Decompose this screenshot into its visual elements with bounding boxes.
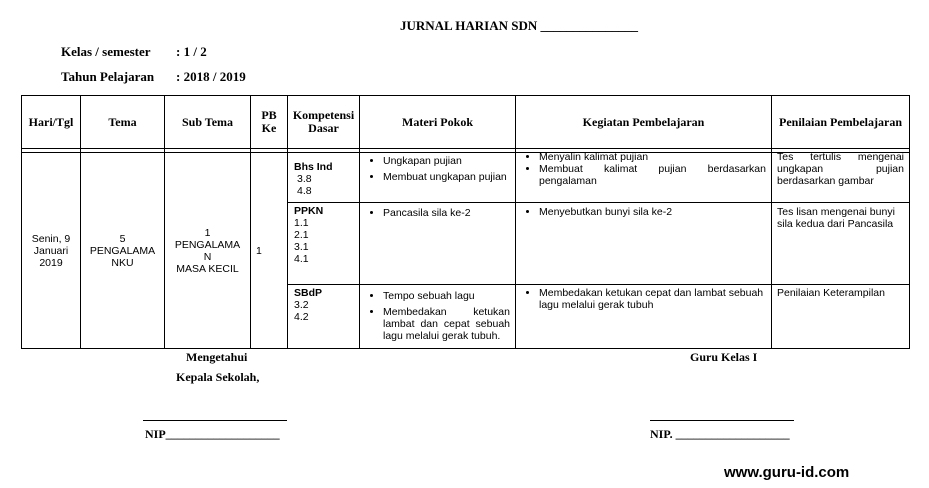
list-item: • Membuat ungkapan pujian <box>383 171 510 183</box>
sig-left-rule <box>143 420 287 421</box>
kd-code: 4.2 <box>294 311 309 323</box>
list-item: • Membedakan ketukan lambat dan cepat sebuah lagu melalui gerak tubuh. <box>383 306 510 342</box>
kd-code: 3.2 <box>294 299 309 311</box>
materi-list <box>365 155 510 183</box>
subtema-line4: MASA KECIL <box>176 262 239 275</box>
list-item: • Ungkapan pujian <box>383 155 510 167</box>
tema-line1: 5 <box>119 232 126 245</box>
cell-pb: 1 <box>251 153 288 349</box>
cell-kegiatan-sbdp <box>516 285 772 349</box>
kd-code: 1.1 <box>294 217 309 229</box>
kd-subject-name: SBdP <box>294 287 323 299</box>
header-kd-line1: Kompetensi <box>292 108 355 122</box>
kelas-value: : 1 / 2 <box>176 44 207 59</box>
cell-materi-ppkn <box>360 203 516 285</box>
sig-left-line2: Kepala Sekolah, <box>176 370 260 384</box>
journal-title: JURNAL HARIAN SDN _______________ <box>400 18 638 33</box>
header-kd <box>288 96 360 149</box>
sig-right-rule <box>650 420 794 421</box>
tema-line2: PENGALAMA <box>89 244 156 257</box>
penilaian-text: Penilaian Keterampilan <box>777 287 885 299</box>
header-pb-line1: PB <box>261 108 277 122</box>
sig-right-nip: NIP. ___________________ <box>650 427 790 441</box>
materi-list <box>365 207 510 219</box>
cell-penilaian-bhs-ind <box>772 153 910 203</box>
list-item: • Menyalin kalimat pujian <box>539 151 766 163</box>
cell-materi-sbdp <box>360 285 516 349</box>
tahun-label: Tahun Pelajaran <box>61 69 155 84</box>
cell-penilaian-ppkn <box>772 203 910 285</box>
kegiatan-list <box>521 206 766 218</box>
header-kegiatan: Kegiatan Pembelajaran <box>516 96 772 149</box>
kd-subject-name: PPKN <box>294 205 324 217</box>
subtema-line3: N <box>203 250 212 263</box>
kelas-label: Kelas / semester <box>61 44 151 59</box>
header-kd-line2: Dasar <box>308 121 339 135</box>
tema-line3: NKU <box>111 256 134 269</box>
cell-materi-bhs-ind <box>360 153 516 203</box>
table-row <box>22 153 910 203</box>
cell-kd-sbdp <box>288 285 360 349</box>
header-pb-line2: Ke <box>261 121 277 135</box>
list-item: • Membuat kalimat pujian berdasarkan pengalaman <box>539 163 766 187</box>
subtema-line1: 1 <box>204 226 211 239</box>
sig-left-line1: Mengetahui <box>186 350 248 364</box>
kd-subject-name: Bhs Ind <box>294 161 333 173</box>
header-pb <box>251 96 288 149</box>
penilaian-text: Tes tertulis mengenai ungkapan pujian berdasarkan gambar <box>777 151 904 187</box>
header-row <box>22 96 910 149</box>
kd-code: 4.1 <box>294 253 309 265</box>
hari-line3: 2019 <box>39 256 63 269</box>
sig-right-line1: Guru Kelas I <box>690 350 758 364</box>
header-hari: Hari/Tgl <box>22 96 81 149</box>
cell-penilaian-sbdp <box>772 285 910 349</box>
list-item: • Membedakan ketukan cepat dan lambat sebuah lagu melalui gerak tubuh <box>539 287 766 311</box>
kd-code: 3.1 <box>294 241 309 253</box>
cell-subtema <box>165 153 251 349</box>
cell-hari <box>22 153 81 349</box>
cell-kd-ppkn <box>288 203 360 285</box>
subtema-line2: PENGALAMA <box>174 238 241 251</box>
sig-left-nip: NIP___________________ <box>145 427 280 441</box>
header-materi: Materi Pokok <box>360 96 516 149</box>
cell-kd-bhs-ind <box>288 153 360 203</box>
list-item: • Pancasila sila ke-2 <box>383 207 510 219</box>
tahun-value: : 2018 / 2019 <box>176 69 246 84</box>
kegiatan-list <box>521 151 766 187</box>
cell-tema <box>81 153 165 349</box>
list-item: • Tempo sebuah lagu <box>383 290 510 302</box>
kd-code: 4.8 <box>297 185 312 197</box>
materi-list <box>365 290 510 342</box>
hari-line1: Senin, 9 <box>31 232 71 245</box>
kd-code: 3.8 <box>297 173 312 185</box>
list-item: • Menyebutkan bunyi sila ke-2 <box>539 206 766 218</box>
header-subtema: Sub Tema <box>165 96 251 149</box>
penilaian-text: Tes lisan mengenai bunyi sila kedua dari Pancasila <box>777 206 895 230</box>
journal-table <box>21 95 910 349</box>
header-tema: Tema <box>81 96 165 149</box>
watermark: www.guru-id.com <box>724 464 850 481</box>
header-penilaian: Penilaian Pembelajaran <box>772 96 910 149</box>
cell-kegiatan-ppkn <box>516 203 772 285</box>
kd-code: 2.1 <box>294 229 309 241</box>
kegiatan-list <box>521 287 766 311</box>
cell-kegiatan-bhs-ind <box>516 153 772 203</box>
hari-line2: Januari <box>33 244 69 257</box>
